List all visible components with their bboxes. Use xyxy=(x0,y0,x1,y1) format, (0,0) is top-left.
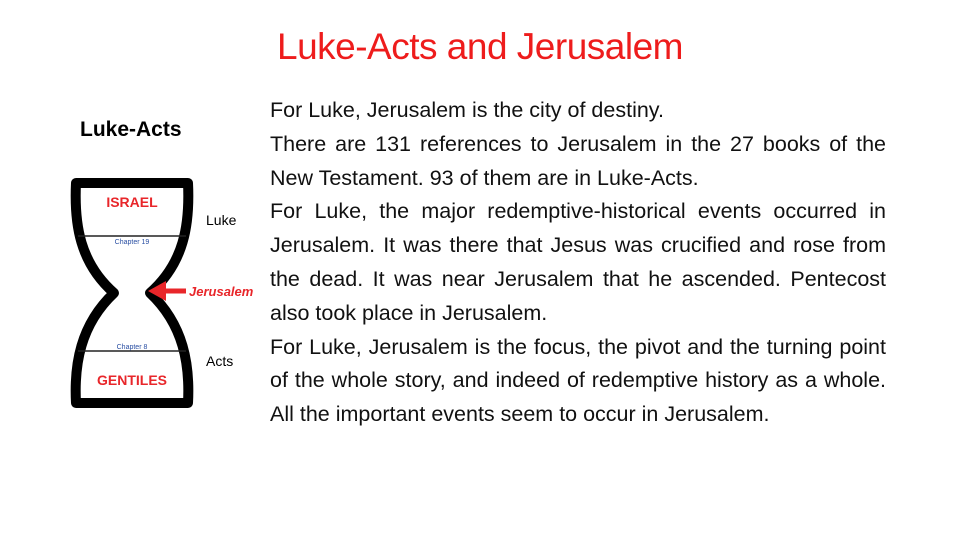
paragraph-references-count: There are 131 references to Jerusalem in the 27 books of the New Testament. 93 of them are in Luke-Acts. xyxy=(270,131,886,190)
bottom-chapter-label: Chapter 8 xyxy=(116,344,148,351)
luke-side-label: Luke xyxy=(206,212,237,228)
acts-side-label: Acts xyxy=(206,353,234,369)
hourglass-diagram xyxy=(60,175,260,415)
gentiles-label: GENTILES xyxy=(96,372,168,388)
paragraph-city-of-destiny: For Luke, Jerusalem is the city of destiny. xyxy=(270,98,664,122)
top-chapter-label: Chapter 19 xyxy=(114,239,150,246)
jerusalem-pointer-label: Jerusalem xyxy=(189,284,254,299)
paragraph-redemptive-events: For Luke, the major redemptive-historical events occurred in Jerusalem. It was there that Jesus was crucified and rose from the dead. It was near Jerusalem that he ascended. Pentecost also took place in Jerusalem. xyxy=(270,199,886,325)
israel-label: ISRAEL xyxy=(106,194,158,210)
paragraph-focus-pivot: For Luke, Jerusalem is the focus, the pivot and the turning point of the whole story, and indeed of redemptive history as a whole. All the important events seem to occur in Jerusalem. xyxy=(270,334,886,427)
slide-title: Luke-Acts and Jerusalem xyxy=(277,26,683,67)
body-text xyxy=(270,94,886,432)
diagram-heading: Luke-Acts xyxy=(80,118,182,141)
